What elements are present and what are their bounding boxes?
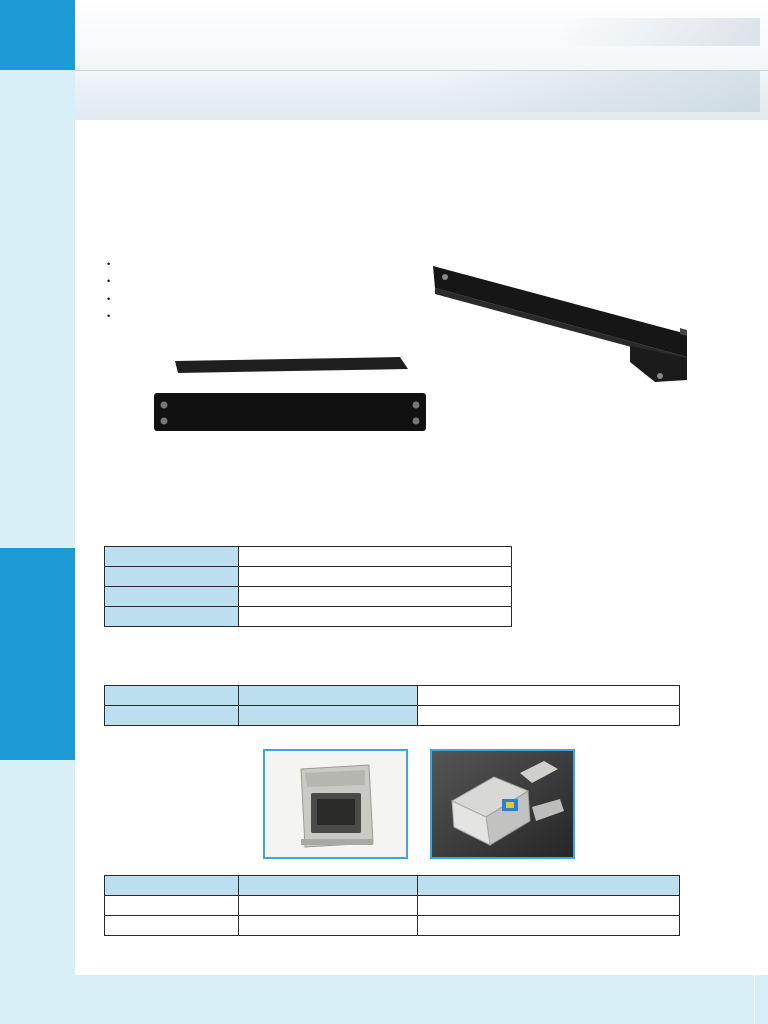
characteristics-table [104, 546, 512, 627]
patch-panel-angled-image [425, 262, 695, 387]
table-header-row [105, 876, 680, 896]
prop-value [418, 706, 680, 726]
benefit-item [107, 307, 110, 324]
table-row [105, 607, 512, 627]
column-header [418, 876, 680, 896]
char-value [239, 587, 512, 607]
category-side-tab [0, 548, 75, 760]
benefit-item [107, 290, 110, 307]
left-sidebar-band [0, 0, 75, 1024]
table-row [105, 916, 680, 936]
char-value [239, 547, 512, 567]
char-label [105, 567, 239, 587]
footer-bar [75, 975, 768, 1024]
order-packaging [418, 896, 680, 916]
benefit-item [107, 272, 110, 289]
table-row [105, 547, 512, 567]
order-item [105, 916, 239, 936]
benefits-list [107, 255, 110, 324]
char-value [239, 567, 512, 587]
table-row [105, 587, 512, 607]
properties-table [104, 685, 680, 726]
order-packaging [418, 916, 680, 936]
header-decoration [430, 70, 760, 112]
char-label [105, 587, 239, 607]
ordering-table [104, 875, 680, 936]
table-row [105, 706, 680, 726]
table-row [105, 896, 680, 916]
column-header [239, 876, 418, 896]
keystone-jack-image [265, 751, 406, 857]
order-description [239, 896, 418, 916]
prop-category [105, 706, 239, 726]
patch-panel-front-image [150, 355, 430, 435]
table-row [105, 686, 680, 706]
table-row [105, 567, 512, 587]
order-description [239, 916, 418, 936]
header-divider [75, 70, 768, 71]
benefit-item [107, 255, 110, 272]
prop-category [105, 686, 239, 706]
shielded-jack-image [432, 751, 573, 857]
char-label [105, 547, 239, 567]
footer-divider [754, 975, 755, 1024]
char-value [239, 607, 512, 627]
header-decoration [560, 18, 760, 46]
prop-name [239, 706, 418, 726]
column-header [105, 876, 239, 896]
prop-value [418, 686, 680, 706]
left-top-accent [0, 0, 75, 70]
shielded-jack-photo [430, 749, 575, 859]
char-label [105, 607, 239, 627]
prop-name [239, 686, 418, 706]
order-item [105, 896, 239, 916]
keystone-jack-photo [263, 749, 408, 859]
